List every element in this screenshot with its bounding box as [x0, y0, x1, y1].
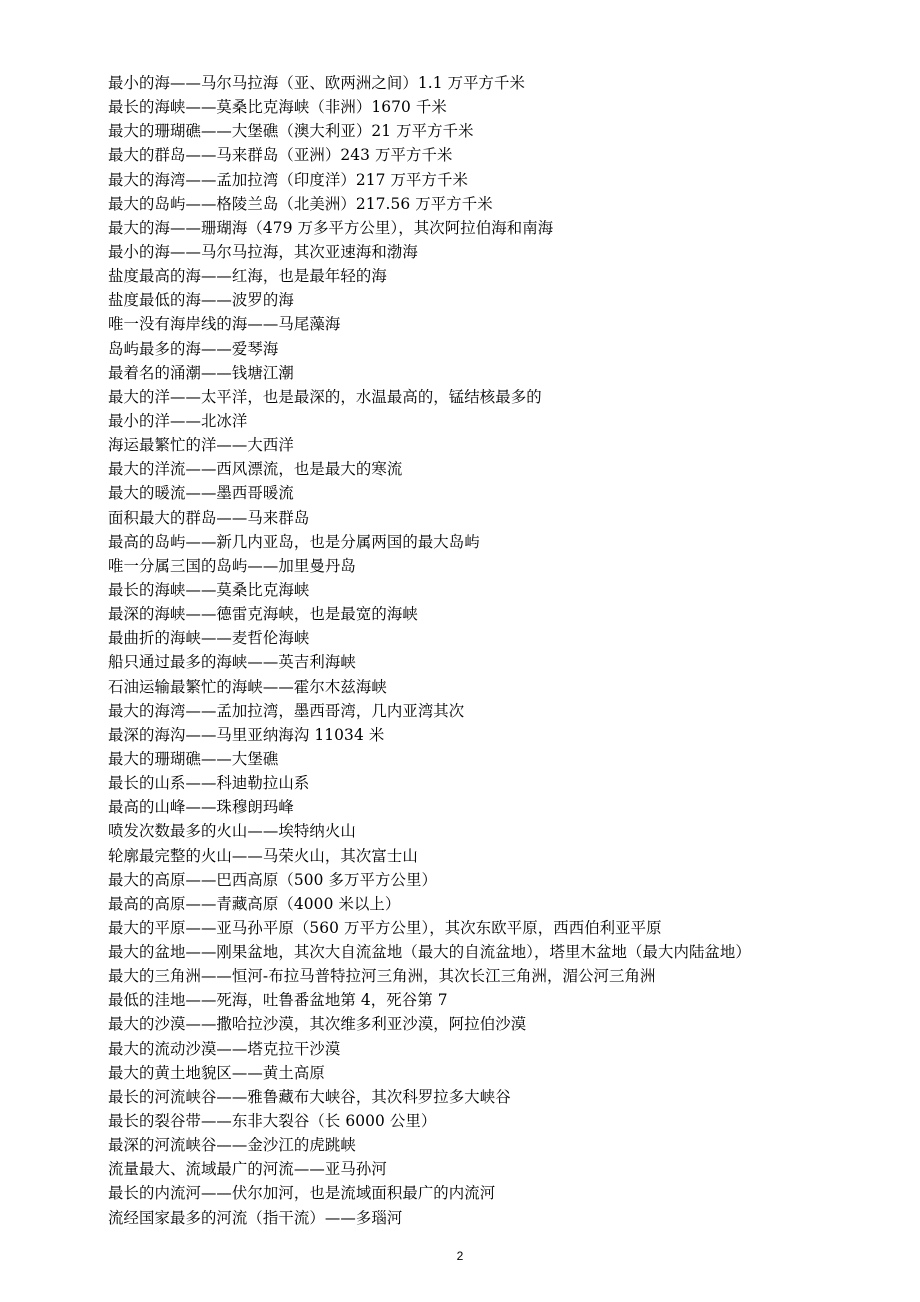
text-line: 最高的山峰——珠穆朗玛峰: [108, 798, 294, 817]
text-line: 最长的裂谷带——东非大裂谷（长 6000 公里）: [108, 1112, 437, 1131]
text-line: 最深的海峡——德雷克海峡，也是最宽的海峡: [108, 605, 418, 624]
page-number: 2: [456, 1249, 464, 1263]
text-line: 唯一没有海岸线的海——马尾藻海: [108, 315, 341, 334]
text-line: 最大的暖流——墨西哥暖流: [108, 484, 294, 503]
text-line: 最大的海——珊瑚海（479 万多平方公里），其次阿拉伯海和南海: [108, 218, 554, 237]
text-line: 最大的平原——亚马孙平原（560 万平方公里），其次东欧平原，西西伯利亚平原: [108, 918, 662, 937]
text-line: 最长的山系——科迪勒拉山系: [108, 774, 310, 793]
text-line: 最大的海湾——孟加拉湾，墨西哥湾，几内亚湾其次: [108, 701, 465, 720]
text-line: 轮廓最完整的火山——马荣火山，其次富士山: [108, 846, 418, 865]
text-line: 最大的海湾——孟加拉湾（印度洋）217 万平方千米: [108, 170, 468, 189]
text-line: 流经国家最多的河流（指干流）——多瑙河: [108, 1208, 403, 1227]
text-line: 最大的盆地——刚果盆地，其次大自流盆地（最大的自流盆地），塔里木盆地（最大内陆盆地）: [108, 943, 751, 962]
text-line: 最长的海峡——莫桑比克海峡（非洲）1670 千米: [108, 98, 447, 117]
text-line: 面积最大的群岛——马来群岛: [108, 508, 310, 527]
text-line: 岛屿最多的海——爱琴海: [108, 339, 279, 358]
text-line: 最高的高原——青藏高原（4000 米以上）: [108, 894, 401, 913]
document-body: [108, 71, 888, 1230]
text-line: 最深的河流峡谷——金沙江的虎跳峡: [108, 1136, 356, 1155]
text-line: 最大的流动沙漠——塔克拉干沙漠: [108, 1039, 341, 1058]
text-line: 最小的洋——北冰洋: [108, 411, 248, 430]
text-line: 最长的内流河——伏尔加河，也是流域面积最广的内流河: [108, 1184, 496, 1203]
text-line: 最小的海——马尔马拉海，其次亚速海和渤海: [108, 242, 418, 261]
text-line: 喷发次数最多的火山——埃特纳火山: [108, 822, 356, 841]
text-line: 最长的河流峡谷——雅鲁藏布大峡谷，其次科罗拉多大峡谷: [108, 1087, 511, 1106]
text-line: 最大的黄土地貌区——黄土高原: [108, 1063, 325, 1082]
text-line: 最小的海——马尔马拉海（亚、欧两洲之间）1.1 万平方千米: [108, 74, 526, 92]
text-line: 最大的高原——巴西高原（500 多万平方公里）: [108, 870, 437, 889]
text-line: 最低的洼地——死海，吐鲁番盆地第 4，死谷第 7: [108, 991, 448, 1010]
text-line: 最大的洋——太平洋，也是最深的，水温最高的，锰结核最多的: [108, 387, 542, 406]
text-line: 唯一分属三国的岛屿——加里曼丹岛: [108, 556, 356, 575]
text-line: 盐度最低的海——波罗的海: [108, 291, 294, 310]
text-line: 流量最大、流域最广的河流——亚马孙河: [108, 1160, 387, 1179]
text-line: 最深的海沟——马里亚纳海沟 11034 米: [108, 725, 385, 744]
text-line: 船只通过最多的海峡——英吉利海峡: [108, 653, 356, 672]
text-line: 最曲折的海峡——麦哲伦海峡: [108, 629, 310, 648]
text-line: 最着名的涌潮——钱塘江潮: [108, 363, 294, 382]
text-line: 石油运输最繁忙的海峡——霍尔木兹海峡: [108, 677, 387, 696]
text-line: 最大的珊瑚礁——大堡礁（澳大利亚）21 万平方千米: [108, 122, 474, 141]
text-line: 海运最繁忙的洋——大西洋: [108, 436, 294, 455]
text-line: 最大的三角洲——恒河-布拉马普特拉河三角洲，其次长江三角洲，湄公河三角洲: [108, 967, 656, 986]
text-line: 最大的珊瑚礁——大堡礁: [108, 749, 279, 768]
text-line: 最长的海峡——莫桑比克海峡: [108, 580, 310, 599]
text-line: 盐度最高的海——红海，也是最年轻的海: [108, 267, 387, 286]
text-line: 最高的岛屿——新几内亚岛，也是分属两国的最大岛屿: [108, 532, 480, 551]
text-line: 最大的洋流——西风漂流，也是最大的寒流: [108, 460, 403, 479]
text-line: 最大的群岛——马来群岛（亚洲）243 万平方千米: [108, 146, 453, 165]
text-line: 最大的沙漠——撒哈拉沙漠，其次维多利亚沙漠，阿拉伯沙漠: [108, 1015, 527, 1034]
text-line: 最大的岛屿——格陵兰岛（北美洲）217.56 万平方千米: [108, 194, 493, 213]
